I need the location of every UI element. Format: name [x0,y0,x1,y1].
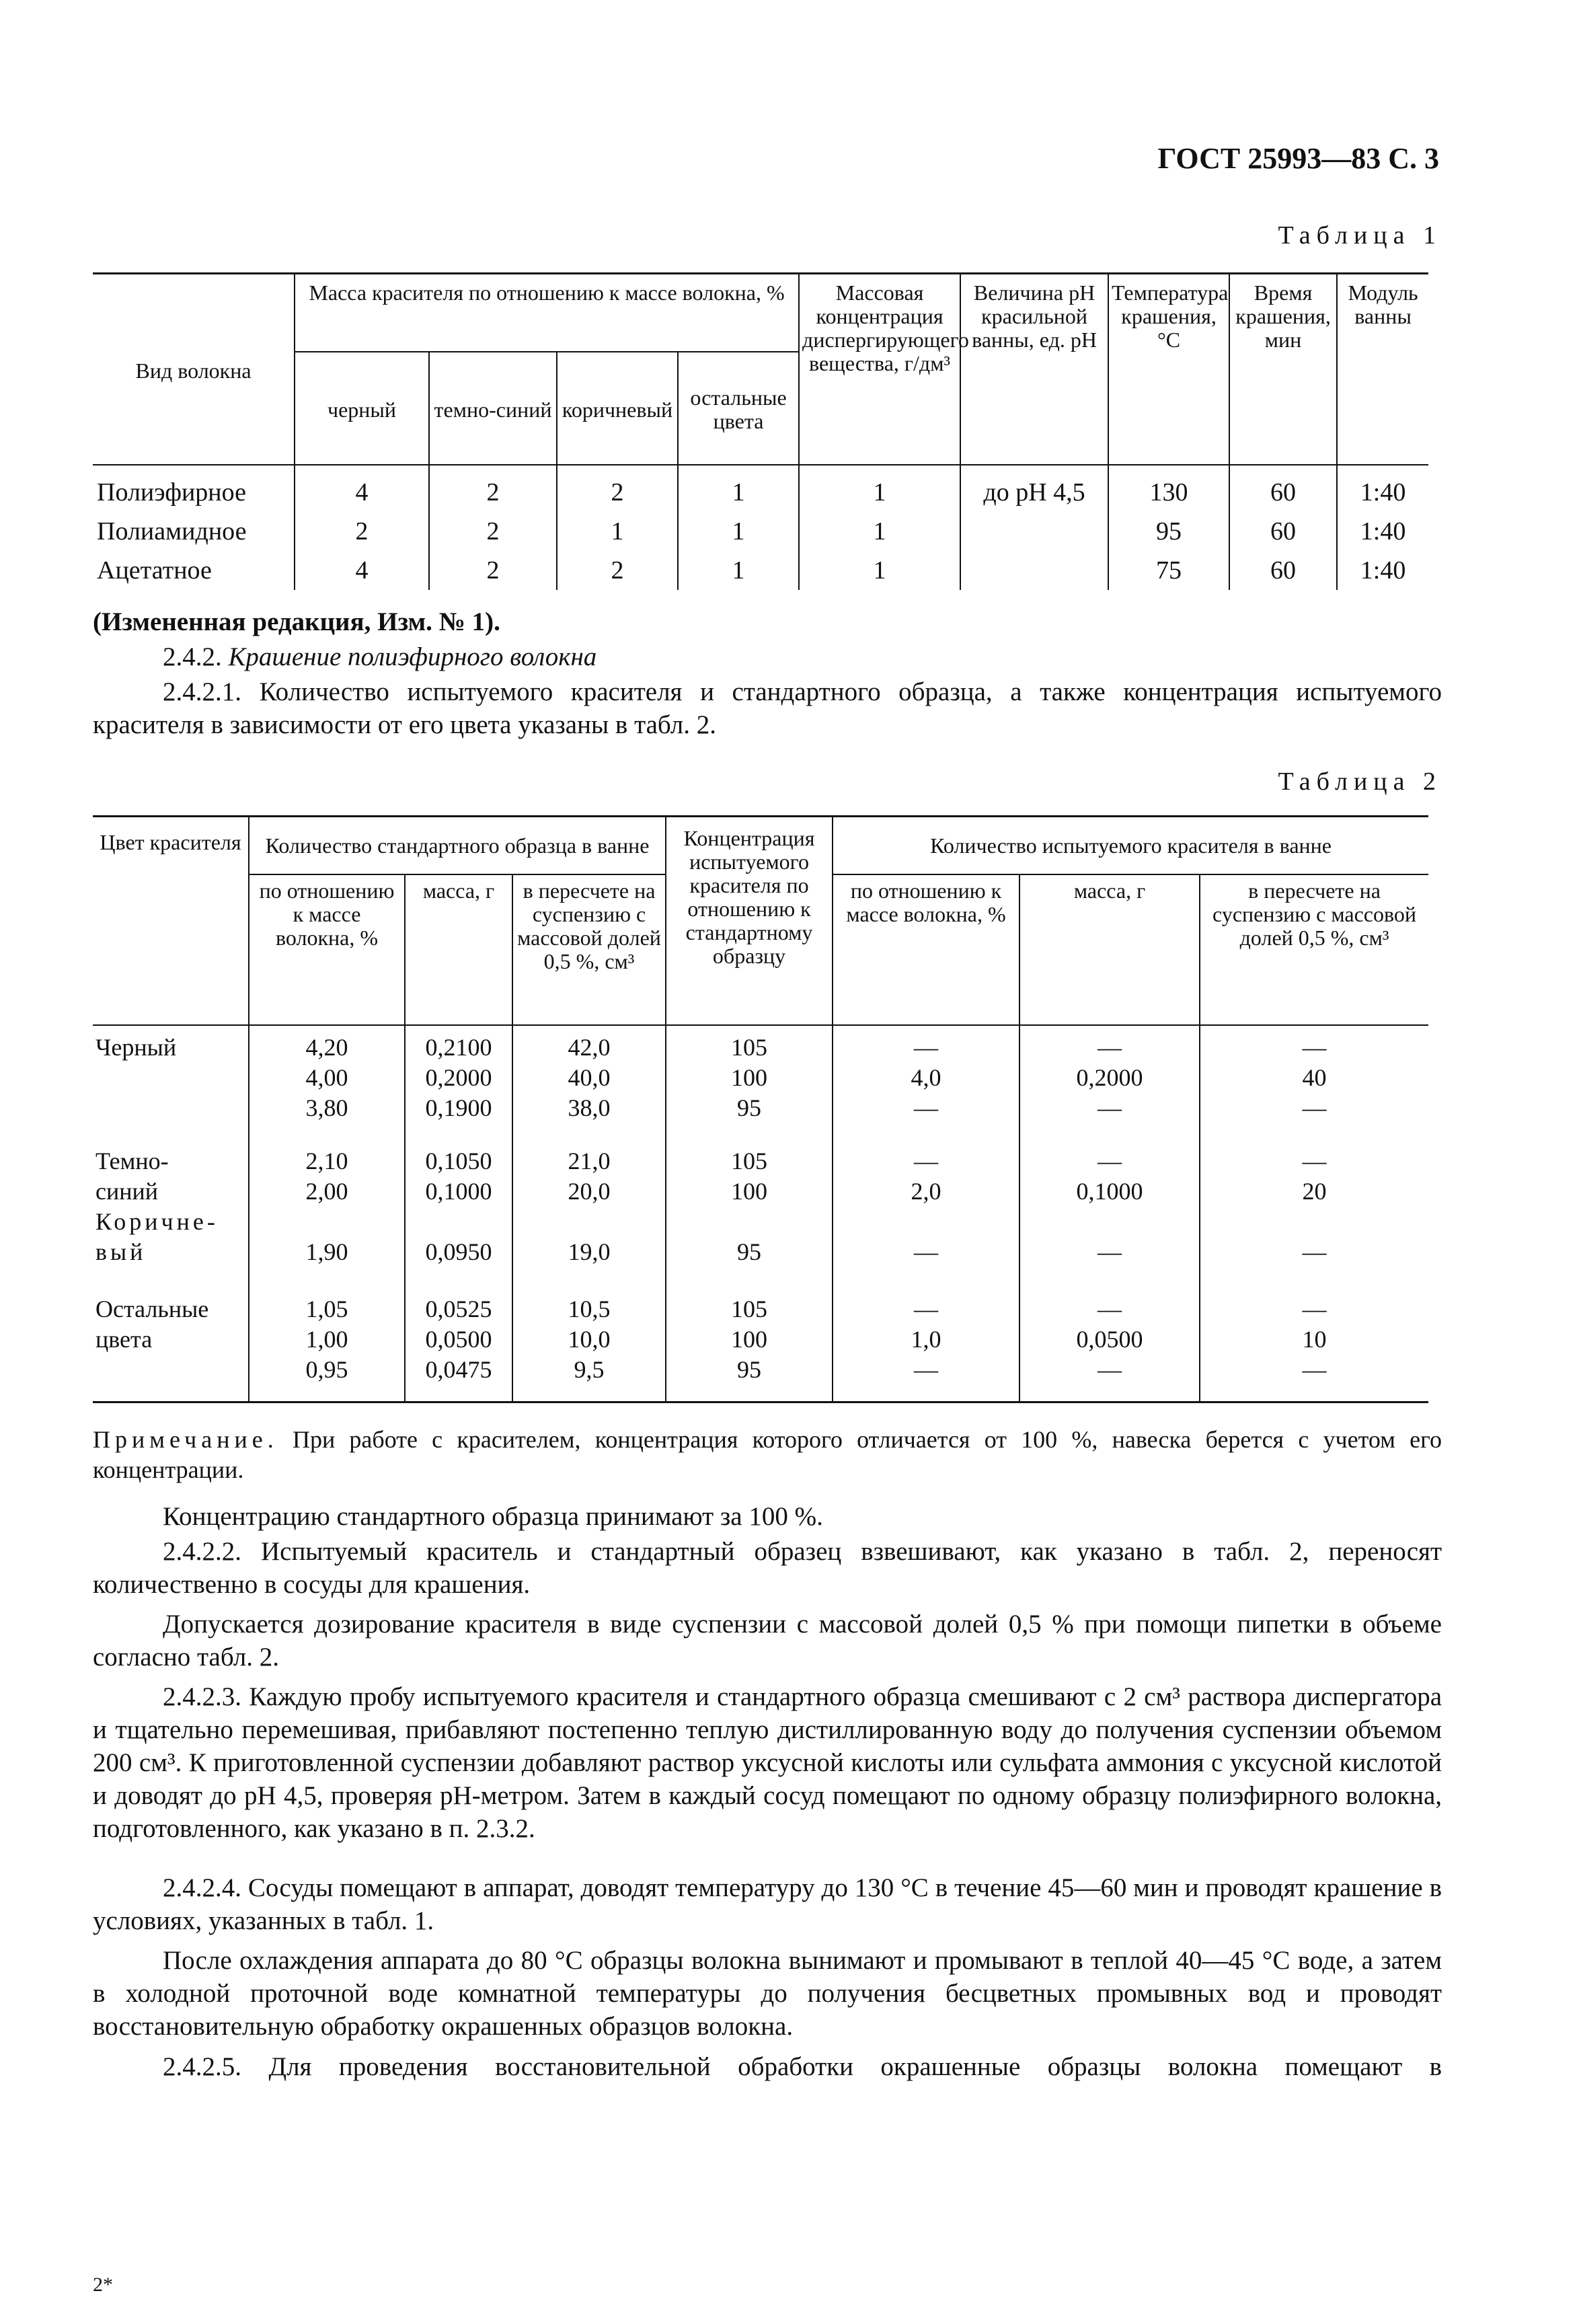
note-label: Примечание. [93,1426,278,1453]
t2-cell-test-pct: — 2,0 [833,1139,1019,1207]
t1-cell-ph [960,512,1108,551]
table-row [93,1207,1428,1287]
table1 [93,272,1428,590]
t2-cell-std-pct: 2,10 2,00 [249,1139,405,1207]
t2-cell-test-pct: — [833,1207,1019,1287]
note-text: При работе с красителем, концентрация которого отличается от 100 %, навеска берется с учетом его концентрации. [93,1426,1442,1483]
t1-cell-conc: 1 [799,551,960,590]
paragraph-2-4-2-3: 2.4.2.3. Каждую пробу испытуемого красителя и стандартного образца смешивают с 2 см³ раствора диспергатора и тщательно перемешивая, прибавляют постепенно теплую дистиллированную воду до получения суспензии объемом 200 см³. К приготовленной суспензии добавляют раствор уксусной кислоты или сульфата аммония с уксусной кислотой и доводят до pH 4,5, проверяя pH-метром. Затем в каждый сосуд помещают по одному образцу полиэфирного волокна, подготовленного, как указано в п. 2.3.2. [93,1682,1442,1843]
t1-cell-darkblue: 2 [429,551,557,590]
t2-head-conc: Концентрация испытуемого красителя по отношению к стандартному образцу [666,817,833,1026]
paragraph: После охлаждения аппарата до 80 °C образцы волокна вынимают и промывают в теплой 40—45 °C воде, а затем в холодной проточной воде комнатной температуры до получения бесцветных промывных вод и проводят восстановительную обработку окрашенных образцов волокна. [93,1946,1442,2041]
t1-cell-other: 1 [678,551,799,590]
t2-cell-test-mass: — [1019,1207,1200,1287]
t2-cell-std-mass: 0,0525 0,0500 0,0475 [405,1287,512,1402]
edition-note-text: (Измененная редакция, Изм. № 1). [93,607,500,636]
t2-cell-test-mass: — 0,0500 — [1019,1287,1200,1402]
t1-cell-fiber: Ацетатное [93,551,295,590]
table-row [93,1025,1428,1139]
t2-cell-std-susp: 42,0 40,0 38,0 [512,1025,666,1139]
t2-cell-std-mass: 0,0950 [405,1207,512,1287]
t1-cell-darkblue: 2 [429,473,557,512]
t1-cell-darkblue: 2 [429,512,557,551]
t2-cell-std-pct: 1,90 [249,1207,405,1287]
t2-cell-test-susp: — 10 — [1302,1296,1327,1383]
t1-head-brown: коричневый [557,352,678,465]
table-row [93,1287,1428,1402]
t1-head-ph: Величина pH красильной ванны, ед. pH [960,274,1108,465]
t1-head-temp: Температура крашения, °C [1108,274,1229,465]
note [93,1425,1442,1485]
t1-cell-black: 4 [295,473,429,512]
t2-cell-test-susp: — 20 [1302,1148,1327,1205]
t2-cell-test-susp: — 40 — [1302,1034,1327,1121]
t1-head-darkblue: темно-синий [429,352,557,465]
t1-cell-ph [960,551,1108,590]
t2-head-test-susp: в пересчете на суспензию с массовой долей 0,5 %, см³ [1200,874,1428,1025]
t2-head-std-group: Количество стандартного образца в ванне [249,817,666,875]
t1-cell-conc: 1 [799,512,960,551]
t2-cell-conc: 105 100 95 [666,1025,833,1139]
page-header: ГОСТ 25993—83 С. 3 [1157,142,1439,175]
paragraph-2-4-2-5: 2.4.2.5. Для проведения восстановительной обработки окрашенные образцы волокна помещают в [163,2052,1442,2081]
table-row [93,473,1428,512]
t1-cell-fiber: Полиэфирное [93,473,295,512]
t1-cell-module: 1:40 [1360,478,1406,507]
t1-head-concentration: Массовая концентрация диспергирующего вещества, г/дм³ [799,274,960,465]
t2-cell-std-pct: 4,20 4,00 3,80 [249,1025,405,1139]
footer-mark: 2* [93,2274,113,2296]
t1-head-time: Время крашения, мин [1229,274,1337,465]
t1-cell-temp: 130 [1108,473,1229,512]
t2-cell-std-susp: 19,0 [512,1207,666,1287]
t2-cell-test-pct: — 1,0 — [833,1287,1019,1402]
t1-cell-module: 1:40 [1360,517,1406,546]
t1-cell-module: 1:40 [1360,556,1406,585]
t1-cell-brown: 2 [557,551,678,590]
t1-head-other: остальные цвета [678,352,799,465]
paragraph: Концентрацию стандартного образца принимают за 100 %. [163,1502,823,1531]
section-number: 2.4.2. [163,642,222,671]
t2-cell-std-pct: 1,05 1,00 0,95 [249,1287,405,1402]
table1-caption: Таблица 1 [1278,221,1442,250]
t2-cell-std-susp: 21,0 20,0 [512,1139,666,1207]
t1-cell-black: 2 [295,512,429,551]
t1-cell-other: 1 [678,473,799,512]
t2-cell-color: Коричне- вый [93,1207,249,1287]
t1-cell-black: 4 [295,551,429,590]
t2-head-test-mass: масса, г [1019,874,1200,1025]
t2-cell-color: Черный [93,1025,249,1139]
t2-cell-std-mass: 0,1050 0,1000 [405,1139,512,1207]
paragraph: Допускается дозирование красителя в виде суспензии с массовой долей 0,5 % при помощи пипетки в объеме согласно табл. 2. [93,1610,1442,1672]
t2-head-std-pct: по отношению к массе волокна, % [249,874,405,1025]
t1-cell-time: 60 [1229,473,1337,512]
t2-head-std-mass: масса, г [405,874,512,1025]
t2-cell-color: Остальные цвета [93,1287,249,1402]
section-2-4-2 [93,640,1442,673]
t2-head-test-group: Количество испытуемого красителя в ванне [833,817,1428,875]
t1-cell-fiber: Полиамидное [93,512,295,551]
t2-cell-conc: 105 100 [666,1139,833,1207]
t2-head-std-susp: в пересчете на суспензию с массовой долей 0,5 %, см³ [512,874,666,1025]
t2-cell-test-mass: — 0,1000 [1019,1139,1200,1207]
t1-head-black: черный [295,352,429,465]
t1-cell-temp: 75 [1108,551,1229,590]
t2-cell-test-pct: — 4,0 — [833,1025,1019,1139]
t2-cell-test-susp: — [1302,1238,1327,1265]
t1-cell-brown: 2 [557,473,678,512]
table-row [93,551,1428,590]
t1-cell-temp: 95 [1108,512,1229,551]
t1-cell-other: 1 [678,512,799,551]
section-title: Крашение полиэфирного волокна [228,642,597,671]
edition-note [93,605,1442,638]
paragraph-2-4-2-2: 2.4.2.2. Испытуемый краситель и стандартный образец взвешивают, как указано в табл. 2, переносят количественно в сосуды для крашения. [93,1537,1442,1599]
table2-caption: Таблица 2 [1278,767,1442,796]
t1-cell-conc: 1 [799,473,960,512]
t2-cell-std-mass: 0,2100 0,2000 0,1900 [405,1025,512,1139]
t2-head-color: Цвет красителя [93,817,249,1026]
t1-cell-time: 60 [1229,512,1337,551]
t2-cell-conc: 105 100 95 [666,1287,833,1402]
table-row [93,512,1428,551]
table-row [93,1139,1428,1207]
t2-cell-color: Темно- синий [93,1139,249,1207]
t1-head-fiber: Вид волокна [93,274,295,465]
paragraph-2-4-2-4: 2.4.2.4. Сосуды помещают в аппарат, доводят температуру до 130 °C в течение 45—60 мин и проводят крашение в условиях, указанных в табл. 1. [93,1873,1442,1935]
t1-head-mass-group: Масса красителя по отношению к массе волокна, % [295,274,799,352]
paragraph-2-4-2-1: 2.4.2.1. Количество испытуемого красителя и стандартного образца, а также концентрация испытуемого красителя в зависимости от его цвета указаны в табл. 2. [93,677,1442,739]
t2-head-test-pct: по отношению к массе волокна, % [833,874,1019,1025]
t1-head-module: Модуль ванны [1337,274,1428,465]
t1-cell-ph: до pH 4,5 [960,473,1108,512]
t2-cell-conc: 95 [666,1207,833,1287]
t1-cell-time: 60 [1229,551,1337,590]
t1-cell-brown: 1 [557,512,678,551]
table2 [93,815,1428,1403]
t2-cell-std-susp: 10,5 10,0 9,5 [512,1287,666,1402]
t2-cell-test-mass: — 0,2000 — [1019,1025,1200,1139]
